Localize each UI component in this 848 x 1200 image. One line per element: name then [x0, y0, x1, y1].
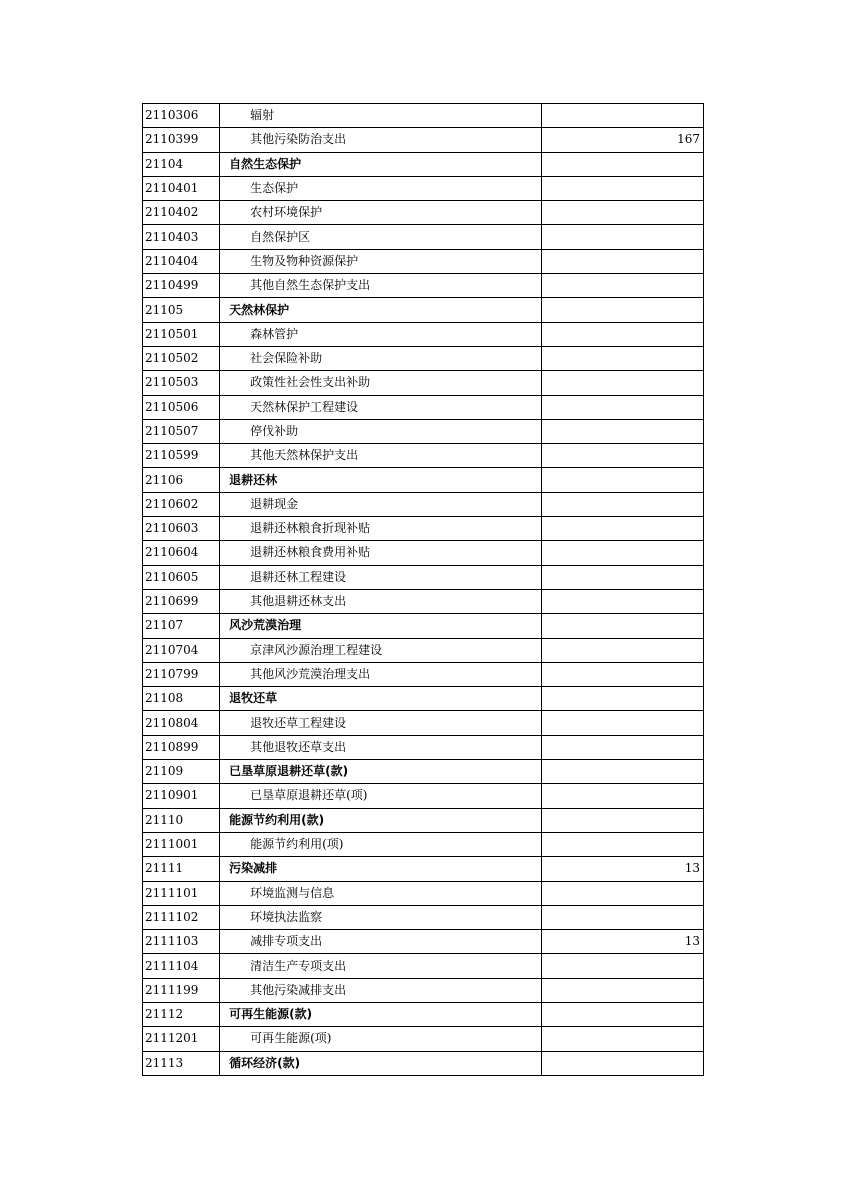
amount-cell [541, 346, 703, 370]
section-row [143, 152, 704, 176]
item-name-cell: 清洁生产专项支出 [220, 954, 542, 978]
table-row [143, 176, 704, 200]
subject-code-cell: 2110704 [143, 638, 220, 662]
subject-code-cell: 2110502 [143, 346, 220, 370]
section-name-cell: 污染减排 [220, 857, 542, 881]
table-row [143, 954, 704, 978]
table-row [143, 711, 704, 735]
subject-code-cell: 21106 [143, 468, 220, 492]
item-name-cell: 可再生能源(项) [220, 1027, 542, 1051]
table-row [143, 541, 704, 565]
item-name-cell: 退耕还林工程建设 [220, 565, 542, 589]
amount-cell [541, 808, 703, 832]
table-row [143, 832, 704, 856]
subject-code-cell: 2110699 [143, 589, 220, 613]
item-name-cell: 停伐补助 [220, 419, 542, 443]
section-name-cell: 可再生能源(款) [220, 1002, 542, 1026]
budget-expenditure-table [142, 103, 704, 1076]
item-name-cell: 能源节约利用(项) [220, 832, 542, 856]
item-name-cell: 退耕还林粮食折现补贴 [220, 517, 542, 541]
subject-code-cell: 21113 [143, 1051, 220, 1075]
section-name-cell: 循环经济(款) [220, 1051, 542, 1075]
subject-code-cell: 2110503 [143, 371, 220, 395]
amount-cell [541, 225, 703, 249]
table-row [143, 638, 704, 662]
item-name-cell: 退耕还林粮食费用补贴 [220, 541, 542, 565]
amount-cell [541, 881, 703, 905]
subject-code-cell: 21105 [143, 298, 220, 322]
section-name-cell: 能源节约利用(款) [220, 808, 542, 832]
section-row [143, 808, 704, 832]
subject-code-cell: 2110605 [143, 565, 220, 589]
table-row [143, 492, 704, 516]
item-name-cell: 环境执法监察 [220, 905, 542, 929]
subject-code-cell: 2111199 [143, 978, 220, 1002]
item-name-cell: 环境监测与信息 [220, 881, 542, 905]
amount-cell [541, 104, 703, 128]
amount-cell [541, 249, 703, 273]
subject-code-cell: 2110401 [143, 176, 220, 200]
amount-cell [541, 711, 703, 735]
subject-code-cell: 2111001 [143, 832, 220, 856]
amount-cell [541, 395, 703, 419]
subject-code-cell: 2111104 [143, 954, 220, 978]
item-name-cell: 其他污染防治支出 [220, 128, 542, 152]
subject-code-cell: 21104 [143, 152, 220, 176]
table-row [143, 589, 704, 613]
subject-code-cell: 2110403 [143, 225, 220, 249]
subject-code-cell: 2111201 [143, 1027, 220, 1051]
amount-cell [541, 905, 703, 929]
item-name-cell: 自然保护区 [220, 225, 542, 249]
amount-cell [541, 468, 703, 492]
amount-cell [541, 760, 703, 784]
amount-cell [541, 444, 703, 468]
subject-code-cell: 21111 [143, 857, 220, 881]
subject-code-cell: 2110306 [143, 104, 220, 128]
table-row [143, 249, 704, 273]
subject-code-cell: 2110604 [143, 541, 220, 565]
subject-code-cell: 2110507 [143, 419, 220, 443]
table-row [143, 930, 704, 954]
table-row [143, 517, 704, 541]
table-row [143, 322, 704, 346]
amount-cell [541, 298, 703, 322]
table-row [143, 565, 704, 589]
subject-code-cell: 2110399 [143, 128, 220, 152]
amount-cell [541, 274, 703, 298]
subject-code-cell: 2111102 [143, 905, 220, 929]
section-row [143, 760, 704, 784]
subject-code-cell: 2110499 [143, 274, 220, 298]
table-row [143, 128, 704, 152]
table-row [143, 1027, 704, 1051]
item-name-cell: 其他退牧还草支出 [220, 735, 542, 759]
section-row [143, 1051, 704, 1075]
amount-cell [541, 978, 703, 1002]
item-name-cell: 其他污染减排支出 [220, 978, 542, 1002]
section-name-cell: 已垦草原退耕还草(款) [220, 760, 542, 784]
amount-cell: 167 [541, 128, 703, 152]
table-row [143, 201, 704, 225]
amount-cell [541, 954, 703, 978]
amount-cell [541, 201, 703, 225]
subject-code-cell: 2110603 [143, 517, 220, 541]
amount-cell [541, 662, 703, 686]
section-row [143, 857, 704, 881]
subject-code-cell: 21110 [143, 808, 220, 832]
table-row [143, 881, 704, 905]
amount-cell [541, 419, 703, 443]
section-name-cell: 风沙荒漠治理 [220, 614, 542, 638]
subject-code-cell: 2110799 [143, 662, 220, 686]
amount-cell [541, 152, 703, 176]
section-row [143, 687, 704, 711]
section-row [143, 1002, 704, 1026]
section-row [143, 614, 704, 638]
table-body [143, 104, 704, 1076]
item-name-cell: 政策性社会性支出补助 [220, 371, 542, 395]
amount-cell [541, 614, 703, 638]
amount-cell [541, 322, 703, 346]
subject-code-cell: 2110899 [143, 735, 220, 759]
item-name-cell: 社会保险补助 [220, 346, 542, 370]
subject-code-cell: 2111103 [143, 930, 220, 954]
amount-cell [541, 784, 703, 808]
amount-cell [541, 638, 703, 662]
subject-code-cell: 2110506 [143, 395, 220, 419]
table-row [143, 419, 704, 443]
section-row [143, 468, 704, 492]
subject-code-cell: 21112 [143, 1002, 220, 1026]
amount-cell [541, 735, 703, 759]
amount-cell [541, 371, 703, 395]
section-row [143, 298, 704, 322]
table-row [143, 444, 704, 468]
subject-code-cell: 2111101 [143, 881, 220, 905]
subject-code-cell: 2110901 [143, 784, 220, 808]
item-name-cell: 生态保护 [220, 176, 542, 200]
item-name-cell: 其他风沙荒漠治理支出 [220, 662, 542, 686]
table-row [143, 225, 704, 249]
subject-code-cell: 2110501 [143, 322, 220, 346]
subject-code-cell: 2110599 [143, 444, 220, 468]
section-name-cell: 退牧还草 [220, 687, 542, 711]
amount-cell: 13 [541, 930, 703, 954]
table-row [143, 346, 704, 370]
item-name-cell: 退牧还草工程建设 [220, 711, 542, 735]
item-name-cell: 森林管护 [220, 322, 542, 346]
subject-code-cell: 21108 [143, 687, 220, 711]
item-name-cell: 农村环境保护 [220, 201, 542, 225]
amount-cell [541, 492, 703, 516]
item-name-cell: 其他自然生态保护支出 [220, 274, 542, 298]
section-name-cell: 天然林保护 [220, 298, 542, 322]
item-name-cell: 生物及物种资源保护 [220, 249, 542, 273]
table-row [143, 735, 704, 759]
subject-code-cell: 2110804 [143, 711, 220, 735]
amount-cell [541, 1051, 703, 1075]
item-name-cell: 其他退耕还林支出 [220, 589, 542, 613]
item-name-cell: 减排专项支出 [220, 930, 542, 954]
subject-code-cell: 21107 [143, 614, 220, 638]
item-name-cell: 已垦草原退耕还草(项) [220, 784, 542, 808]
table-row [143, 978, 704, 1002]
amount-cell [541, 687, 703, 711]
amount-cell [541, 1027, 703, 1051]
amount-cell [541, 541, 703, 565]
table-row [143, 905, 704, 929]
table-row [143, 662, 704, 686]
amount-cell [541, 517, 703, 541]
item-name-cell: 天然林保护工程建设 [220, 395, 542, 419]
section-name-cell: 自然生态保护 [220, 152, 542, 176]
item-name-cell: 辐射 [220, 104, 542, 128]
item-name-cell: 京津风沙源治理工程建设 [220, 638, 542, 662]
section-name-cell: 退耕还林 [220, 468, 542, 492]
amount-cell [541, 1002, 703, 1026]
table-row [143, 784, 704, 808]
item-name-cell: 其他天然林保护支出 [220, 444, 542, 468]
amount-cell [541, 565, 703, 589]
subject-code-cell: 2110602 [143, 492, 220, 516]
amount-cell: 13 [541, 857, 703, 881]
subject-code-cell: 2110404 [143, 249, 220, 273]
amount-cell [541, 589, 703, 613]
table-row [143, 371, 704, 395]
subject-code-cell: 2110402 [143, 201, 220, 225]
amount-cell [541, 832, 703, 856]
table-row [143, 104, 704, 128]
amount-cell [541, 176, 703, 200]
table-row [143, 395, 704, 419]
item-name-cell: 退耕现金 [220, 492, 542, 516]
subject-code-cell: 21109 [143, 760, 220, 784]
table-row [143, 274, 704, 298]
